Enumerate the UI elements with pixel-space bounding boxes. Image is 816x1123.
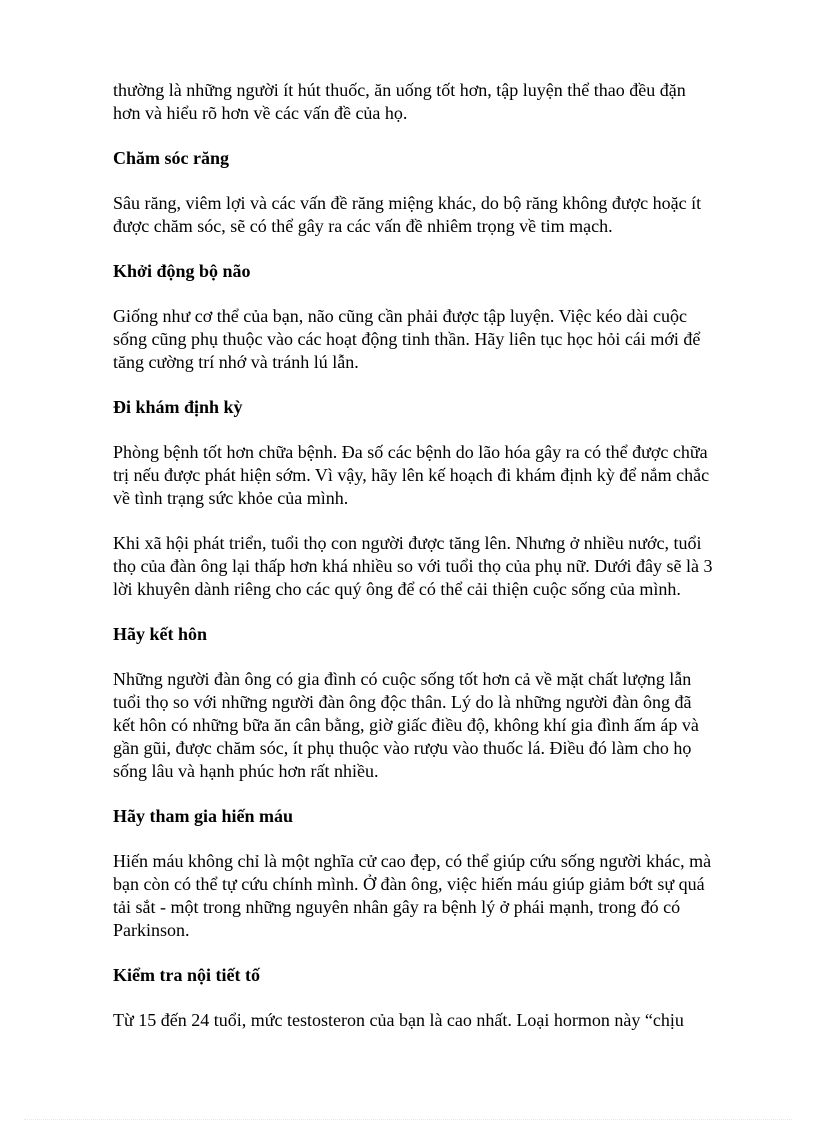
heading-text: Kiểm tra nội tiết tố bbox=[113, 965, 260, 985]
text-line: tải sắt - một trong những nguyên nhân gây ra bệnh lý ở phái mạnh, trong đó có bbox=[113, 897, 681, 917]
heading-text: Chăm sóc răng bbox=[113, 148, 229, 168]
paragraph bbox=[113, 532, 723, 601]
section-heading bbox=[113, 396, 723, 419]
section-heading bbox=[113, 147, 723, 170]
text-line: Sâu răng, viêm lợi và các vấn đề răng miệng khác, do bộ răng không được hoặc ít bbox=[113, 193, 702, 213]
text-line: Phòng bệnh tốt hơn chữa bệnh. Đa số các bệnh do lão hóa gây ra có thể được chữa bbox=[113, 442, 708, 462]
text-line: gần gũi, được chăm sóc, ít phụ thuộc vào rượu vào thuốc lá. Điều đó làm cho họ bbox=[113, 738, 692, 758]
section-heading bbox=[113, 623, 723, 646]
text-line: hơn và hiểu rõ hơn về các vấn đề của họ. bbox=[113, 103, 408, 123]
document-page bbox=[113, 79, 723, 1054]
text-line: bạn còn có thể tự cứu chính mình. Ở đàn ông, việc hiến máu giúp giảm bớt sự quá bbox=[113, 874, 705, 894]
section-heading bbox=[113, 805, 723, 828]
text-line: Từ 15 đến 24 tuổi, mức testosteron của bạn là cao nhất. Loại hormon này “chịu bbox=[113, 1010, 684, 1030]
text-line: sống cũng phụ thuộc vào các hoạt động tinh thần. Hãy liên tục học hỏi cái mới để bbox=[113, 329, 701, 349]
paragraph bbox=[113, 1009, 723, 1032]
section-heading bbox=[113, 964, 723, 987]
heading-text: Đi khám định kỳ bbox=[113, 397, 243, 417]
heading-text: Khởi động bộ não bbox=[113, 261, 251, 281]
text-line: trị nếu được phát hiện sớm. Vì vậy, hãy lên kế hoạch đi khám định kỳ để nắm chắc bbox=[113, 465, 710, 485]
heading-text: Hãy kết hôn bbox=[113, 624, 208, 644]
text-line: tuổi thọ so với những người đàn ông độc thân. Lý do là những người đàn ông đã bbox=[113, 692, 692, 712]
paragraph bbox=[113, 192, 723, 238]
paragraph bbox=[113, 79, 723, 125]
text-line: Những người đàn ông có gia đình có cuộc sống tốt hơn cả về mặt chất lượng lẫn bbox=[113, 669, 692, 689]
heading-text: Hãy tham gia hiến máu bbox=[113, 806, 294, 826]
paragraph bbox=[113, 305, 723, 374]
text-line: kết hôn có những bữa ăn cân bằng, giờ giấc điều độ, không khí gia đình ấm áp và bbox=[113, 715, 699, 735]
text-line: lời khuyên dành riêng cho các quý ông để có thể cải thiện cuộc sống của mình. bbox=[113, 579, 681, 599]
text-line: Khi xã hội phát triển, tuổi thọ con người được tăng lên. Nhưng ở nhiều nước, tuổi bbox=[113, 533, 702, 553]
page-bottom-divider bbox=[24, 1119, 792, 1120]
text-line: thọ của đàn ông lại thấp hơn khá nhiều so với tuổi thọ của phụ nữ. Dưới đây sẽ là 3 bbox=[113, 556, 713, 576]
text-line: được chăm sóc, sẽ có thể gây ra các vấn đề nhiêm trọng về tim mạch. bbox=[113, 216, 613, 236]
text-line: Hiến máu không chỉ là một nghĩa cử cao đẹp, có thể giúp cứu sống người khác, mà bbox=[113, 851, 712, 871]
text-line: sống lâu và hạnh phúc hơn rất nhiều. bbox=[113, 761, 379, 781]
paragraph bbox=[113, 668, 723, 783]
paragraph bbox=[113, 441, 723, 510]
text-line: Giống như cơ thể của bạn, não cũng cần phải được tập luyện. Việc kéo dài cuộc bbox=[113, 306, 687, 326]
paragraph bbox=[113, 850, 723, 942]
section-heading bbox=[113, 260, 723, 283]
text-line: Parkinson. bbox=[113, 920, 190, 940]
text-line: về tình trạng sức khỏe của mình. bbox=[113, 488, 349, 508]
text-line: tăng cường trí nhớ và tránh lú lẫn. bbox=[113, 352, 359, 372]
text-line: thường là những người ít hút thuốc, ăn uống tốt hơn, tập luyện thể thao đều đặn bbox=[113, 80, 686, 100]
